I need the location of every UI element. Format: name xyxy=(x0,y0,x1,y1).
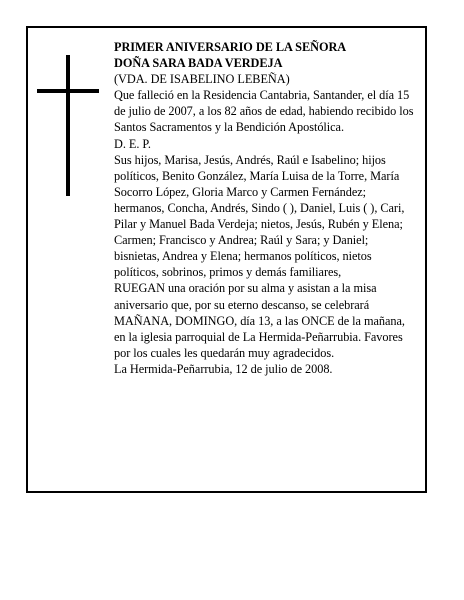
place-date: La Hermida-Peñarrubia, 12 de julio de 2008. xyxy=(114,361,333,376)
mass-request: RUEGAN una oración por su alma y asistan a la misa aniversario que, por su eterno descanso, se celebrará MAÑANA, DOMINGO, día 13, a las ONCE de la mañana, en la iglesia parroquial de La Hermida-Peñarrubia. Favores por los cuales les quedarán muy agradecidos. xyxy=(114,281,405,360)
cross-vertical-bar xyxy=(66,55,70,196)
obituary-title: PRIMER ANIVERSARIO DE LA SEÑORA xyxy=(114,40,347,54)
death-notice: Que falleció en la Residencia Cantabria, Santander, el día 15 de julio de 2007, a los 82 años de edad, habiendo recibido los Santos Sacramentos y la Bendición Apostólica. xyxy=(114,88,414,135)
widow-of-line: (VDA. DE ISABELINO LEBEÑA) xyxy=(114,72,290,87)
rip-line: D. E. P. xyxy=(114,136,151,151)
cross-horizontal-bar xyxy=(37,89,99,93)
deceased-name: DOÑA SARA BADA VERDEJA xyxy=(114,56,283,71)
obituary-text xyxy=(114,39,416,377)
family-list: Sus hijos, Marisa, Jesús, Andrés, Raúl e Isabelino; hijos políticos, Benito González, María Luisa de la Torre, María Socorro López, Gloria Marco y Carmen Fernández; hermanos, Concha, Andrés, Sindo ( ), Daniel, Luis ( ), Cari, Pilar y Manuel Bada Verdeja; nietos, Jesús, Rubén y Elena; Carmen; Francisco y Andrea; Raúl y Sara; y Daniel; bisnietas, Andrea y Elena; hermanos políticos, nietos políticos, sobrinos, primos y demás familiares, xyxy=(114,152,405,280)
